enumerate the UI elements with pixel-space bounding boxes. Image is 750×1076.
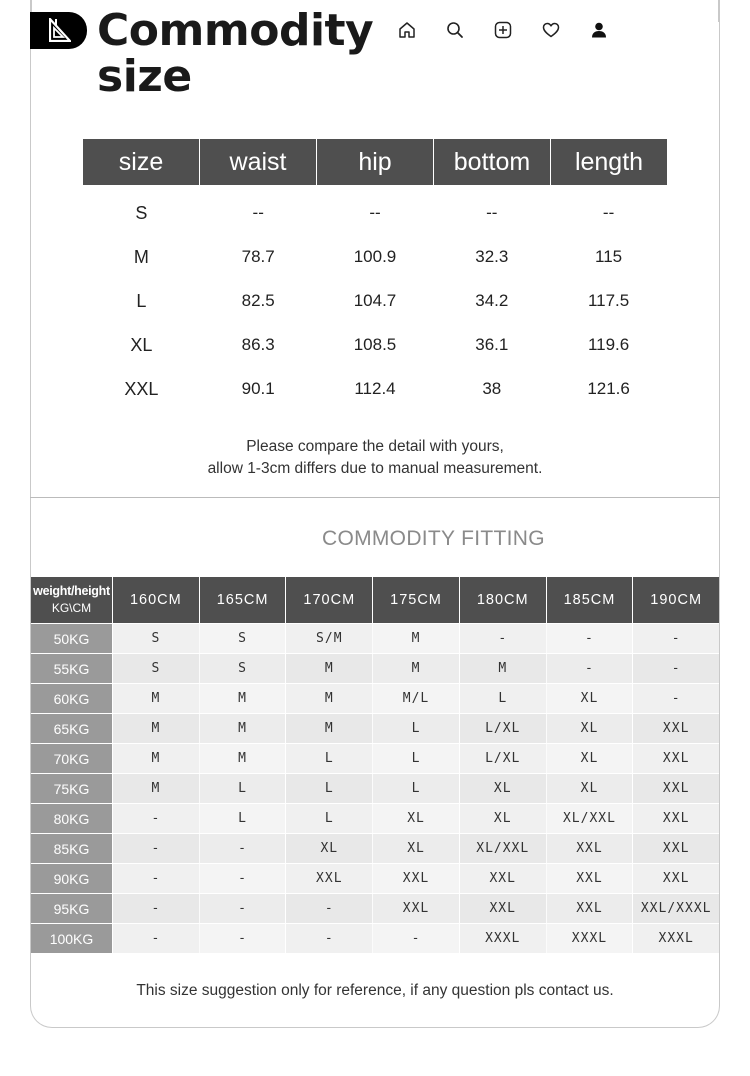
table-cell: 36.1 (475, 335, 509, 354)
table-row (31, 773, 719, 803)
fit-cell: M (113, 744, 200, 773)
fit-cell: - (113, 834, 200, 863)
table-cell: 82.5 (241, 291, 275, 310)
home-icon[interactable] (396, 19, 418, 41)
measurement-note (0, 436, 750, 480)
fit-cell: S (113, 654, 200, 683)
fit-cell: XL (460, 804, 547, 833)
table-cell: 86.3 (241, 335, 275, 354)
height-header: 165CM (200, 577, 287, 623)
table-cell: -- (369, 203, 381, 222)
fit-cell: XL (547, 774, 634, 803)
fit-cell: M (286, 714, 373, 743)
search-icon[interactable] (444, 19, 466, 41)
fitting-corner-label (31, 577, 113, 623)
fit-cell: XL (286, 834, 373, 863)
table-cell: S (135, 202, 148, 223)
fit-cell: XXL (547, 864, 634, 893)
weight-label: 95KG (31, 894, 113, 923)
table-cell: 32.3 (475, 247, 509, 266)
weight-label: 65KG (31, 714, 113, 743)
fit-cell: L/XL (460, 744, 547, 773)
fit-cell: M (113, 714, 200, 743)
fit-cell: M (373, 624, 460, 653)
fit-cell: - (113, 804, 200, 833)
fit-cell: S (200, 654, 287, 683)
fitting-table (31, 577, 719, 953)
fit-cell: - (286, 924, 373, 953)
table-cell: 38 (482, 379, 502, 398)
fit-cell: S/M (286, 624, 373, 653)
fit-cell: - (286, 894, 373, 923)
fit-cell: M (373, 654, 460, 683)
height-header: 185CM (547, 577, 634, 623)
fit-cell: - (633, 684, 719, 713)
weight-label: 100KG (31, 924, 113, 953)
fit-cell: L (373, 774, 460, 803)
fit-cell: XXL (547, 894, 634, 923)
fit-cell: XXL (547, 834, 634, 863)
table-cell: L (136, 290, 147, 311)
fit-cell: XL (373, 834, 460, 863)
fit-cell: - (113, 894, 200, 923)
fit-cell: - (633, 624, 719, 653)
fit-cell: - (200, 864, 287, 893)
table-row (31, 923, 719, 953)
table-cell: 104.7 (353, 291, 397, 310)
fit-cell: M (286, 654, 373, 683)
fit-cell: - (200, 834, 287, 863)
table-cell: -- (602, 203, 615, 222)
weight-label: 90KG (31, 864, 113, 893)
brand-logo[interactable] (30, 12, 87, 49)
fit-cell: - (373, 924, 460, 953)
fit-cell: - (200, 924, 287, 953)
weight-label: 70KG (31, 744, 113, 773)
fit-cell: XXXL (460, 924, 547, 953)
height-header: 190CM (633, 577, 719, 623)
fitting-table-header (31, 577, 719, 623)
fit-cell: - (547, 654, 634, 683)
table-row (83, 323, 667, 367)
table-row (83, 235, 667, 279)
table-cell: 100.9 (353, 247, 397, 266)
table-cell: 115 (595, 247, 623, 266)
table-row (31, 893, 719, 923)
fit-cell: - (460, 624, 547, 653)
table-cell: 90.1 (241, 379, 275, 398)
fit-cell: - (113, 864, 200, 893)
weight-label: 75KG (31, 774, 113, 803)
fit-cell: L/XL (460, 714, 547, 743)
fit-cell: L (286, 804, 373, 833)
fit-cell: XL/XXL (547, 804, 634, 833)
fit-cell: L (200, 804, 287, 833)
fit-cell: XL (547, 714, 634, 743)
fit-cell: XXL (460, 894, 547, 923)
fit-cell: XL (547, 684, 634, 713)
fit-cell: - (633, 654, 719, 683)
fit-cell: S (113, 624, 200, 653)
size-table-body (83, 191, 667, 411)
fit-cell: M (460, 654, 547, 683)
table-row (31, 803, 719, 833)
fit-cell: XXL (633, 774, 719, 803)
title-line-2: size (97, 51, 192, 102)
table-cell: 119.6 (587, 335, 630, 354)
fit-cell: M (200, 714, 287, 743)
height-header: 175CM (373, 577, 460, 623)
fit-cell: XXL (633, 744, 719, 773)
size-table-header (83, 139, 667, 185)
fit-cell: M (113, 684, 200, 713)
weight-label: 85KG (31, 834, 113, 863)
fit-cell: XXL/XXXL (633, 894, 719, 923)
fit-cell: L (460, 684, 547, 713)
fit-cell: M (200, 744, 287, 773)
table-cell: 108.5 (353, 335, 397, 354)
add-icon[interactable] (492, 19, 514, 41)
fit-cell: S (200, 624, 287, 653)
fit-cell: XL (460, 774, 547, 803)
table-row (31, 653, 719, 683)
weight-label: 80KG (31, 804, 113, 833)
table-cell: XXL (124, 378, 159, 399)
fit-cell: L (373, 714, 460, 743)
table-cell: XL (130, 334, 153, 355)
heart-icon[interactable] (540, 19, 562, 41)
table-cell: 112.4 (354, 379, 396, 398)
section-divider (30, 497, 720, 498)
size-table (83, 139, 667, 411)
fit-cell: XL (373, 804, 460, 833)
table-cell: -- (486, 203, 498, 222)
fit-cell: XL (547, 744, 634, 773)
weight-label: 50KG (31, 624, 113, 653)
fit-cell: XL/XXL (460, 834, 547, 863)
table-row (31, 713, 719, 743)
note-line-1: Please compare the detail with yours, (246, 438, 504, 455)
table-row (83, 191, 667, 235)
table-row (31, 683, 719, 713)
table-cell: 121.6 (587, 379, 630, 398)
header-hip: hip (317, 139, 434, 185)
fit-cell: - (200, 894, 287, 923)
fit-cell: L (200, 774, 287, 803)
fit-cell: L (286, 774, 373, 803)
fit-cell: XXL (286, 864, 373, 893)
fit-cell: XXL (633, 864, 719, 893)
note-line-2: allow 1-3cm differs due to manual measurement. (207, 460, 543, 477)
corner-line-2: KG\CM (51, 601, 92, 615)
weight-label: 60KG (31, 684, 113, 713)
table-row (31, 743, 719, 773)
table-row (31, 833, 719, 863)
table-cell: 34.2 (475, 291, 509, 310)
fit-cell: - (113, 924, 200, 953)
fit-cell: XXXL (633, 924, 719, 953)
header-waist: waist (200, 139, 317, 185)
table-row (31, 863, 719, 893)
fit-cell: L (286, 744, 373, 773)
weight-label: 55KG (31, 654, 113, 683)
table-cell: M (133, 246, 149, 267)
table-row (31, 623, 719, 653)
fit-cell: XXL (460, 864, 547, 893)
footer-note: This size suggestion only for reference, if any question pls contact us. (136, 982, 614, 999)
fit-cell: XXL (633, 834, 719, 863)
corner-line-1: weight/height (33, 584, 110, 598)
table-cell: 78.7 (241, 247, 275, 266)
table-row (83, 279, 667, 323)
user-icon[interactable] (588, 19, 610, 41)
height-header: 170CM (286, 577, 373, 623)
page-title (97, 5, 374, 102)
fit-cell: XXXL (547, 924, 634, 953)
table-cell: 117.5 (587, 291, 630, 310)
fit-cell: XXL (373, 894, 460, 923)
fitting-title: COMMODITY FITTING (322, 527, 545, 550)
fit-cell: XXL (373, 864, 460, 893)
fitting-table-body (31, 623, 719, 953)
fit-cell: XXL (633, 714, 719, 743)
fit-cell: M (113, 774, 200, 803)
fit-cell: M (286, 684, 373, 713)
title-line-1: Commodity (97, 5, 374, 56)
height-header: 160CM (113, 577, 200, 623)
header-size: size (83, 139, 200, 185)
table-cell: -- (252, 203, 264, 222)
top-nav (396, 19, 610, 41)
height-header: 180CM (460, 577, 547, 623)
fit-cell: L (373, 744, 460, 773)
fit-cell: - (547, 624, 634, 653)
header-length: length (551, 139, 667, 185)
fit-cell: M/L (373, 684, 460, 713)
header-bottom: bottom (434, 139, 551, 185)
fit-cell: XXL (633, 804, 719, 833)
table-row (83, 367, 667, 411)
fit-cell: M (200, 684, 287, 713)
